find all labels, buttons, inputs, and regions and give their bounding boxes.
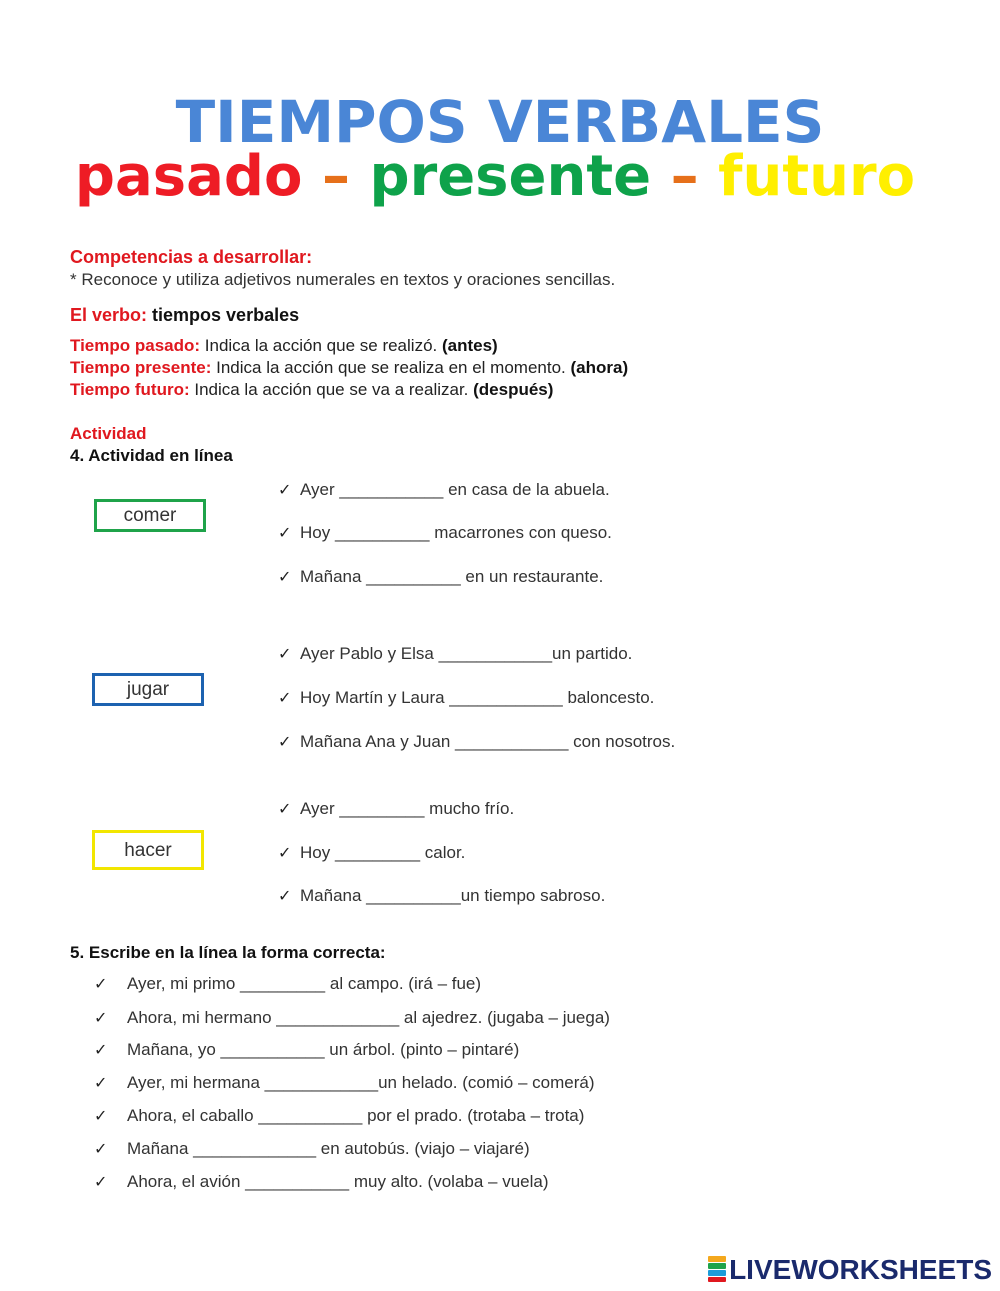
tiempo-pasado-line <box>70 336 498 356</box>
sentence-text: Mañana Ana y Juan ____________ con nosotros. <box>300 732 676 751</box>
sentence-text: Ayer Pablo y Elsa ____________un partido. <box>300 644 633 663</box>
competencias-heading: Competencias a desarrollar: <box>70 247 313 267</box>
check-icon: ✓ <box>278 646 292 663</box>
liveworksheets-logo-icon <box>708 1256 726 1282</box>
sentence-text: Mañana __________ en un restaurante. <box>300 567 604 586</box>
tiempo-futuro-label: Tiempo futuro: <box>70 380 190 399</box>
sentence-text: Ayer _________ mucho frío. <box>300 799 515 818</box>
verb-box-comer: comer <box>94 499 206 532</box>
actividad-subheading: 4. Actividad en línea <box>70 446 233 465</box>
exercise-text: Ahora, el caballo ___________ por el prado. (trotaba – trota) <box>127 1106 585 1125</box>
sentence-text: Mañana __________un tiempo sabroso. <box>300 886 606 905</box>
list-item <box>94 1040 519 1060</box>
tiempo-futuro-note: (después) <box>473 380 554 399</box>
list-item <box>278 886 605 906</box>
list-item <box>278 799 514 819</box>
check-icon: ✓ <box>278 888 292 905</box>
exercise-text: Mañana _____________ en autobús. (viajo – viajaré) <box>127 1139 530 1158</box>
check-icon: ✓ <box>94 1141 108 1158</box>
tiempo-futuro-text: Indica la acción que se va a realizar. <box>189 380 474 399</box>
section5-heading: 5. Escribe en la línea la forma correcta: <box>70 943 386 962</box>
tiempo-pasado-text: Indica la acción que se realizó. <box>200 336 442 355</box>
page-subtitle <box>0 144 990 209</box>
liveworksheets-logo[interactable] <box>708 1254 992 1286</box>
check-icon: ✓ <box>278 525 292 542</box>
list-item <box>94 1172 549 1192</box>
page-title: TIEMPOS VERBALES <box>175 88 825 156</box>
verbo-text: tiempos verbales <box>147 305 300 325</box>
sentence-text: Ayer ___________ en casa de la abuela. <box>300 480 610 499</box>
exercise-text: Mañana, yo ___________ un árbol. (pinto – pintaré) <box>127 1040 520 1059</box>
list-item <box>94 1008 610 1028</box>
verbo-line <box>70 305 299 326</box>
check-icon: ✓ <box>278 569 292 586</box>
check-icon: ✓ <box>278 845 292 862</box>
tiempo-presente-label: Tiempo presente: <box>70 358 212 377</box>
check-icon: ✓ <box>94 1042 108 1059</box>
exercise-text: Ahora, mi hermano _____________ al ajedrez. (jugaba – juega) <box>127 1008 610 1027</box>
subtitle-dash-2: – <box>651 144 719 209</box>
sentence-text: Hoy Martín y Laura ____________ baloncesto. <box>300 688 655 707</box>
subtitle-present: presente <box>369 144 652 209</box>
check-icon: ✓ <box>94 1174 108 1191</box>
check-icon: ✓ <box>278 734 292 751</box>
list-item <box>278 688 654 708</box>
tiempo-presente-line <box>70 358 628 378</box>
list-item <box>94 974 481 994</box>
tiempo-presente-text: Indica la acción que se realiza en el momento. <box>211 358 571 377</box>
list-item <box>278 567 603 587</box>
list-item <box>94 1073 594 1093</box>
subtitle-future: futuro <box>718 144 916 209</box>
tiempo-presente-note: (ahora) <box>570 358 629 377</box>
list-item <box>278 644 632 664</box>
exercise-text: Ayer, mi hermana ____________un helado. (comió – comerá) <box>127 1073 595 1092</box>
tiempo-pasado-note: (antes) <box>441 336 498 355</box>
list-item <box>94 1139 530 1159</box>
list-item <box>278 480 610 500</box>
subtitle-past: pasado <box>74 144 303 209</box>
list-item <box>278 523 612 543</box>
logo-text: LIVEWORKSHEETS <box>729 1254 992 1285</box>
tiempo-pasado-label: Tiempo pasado: <box>70 336 201 355</box>
actividad-heading: Actividad <box>70 424 147 443</box>
list-item <box>94 1106 584 1126</box>
exercise-text: Ayer, mi primo _________ al campo. (irá – fue) <box>127 974 482 993</box>
check-icon: ✓ <box>94 976 108 993</box>
list-item <box>278 732 675 752</box>
check-icon: ✓ <box>278 690 292 707</box>
tiempo-futuro-line <box>70 380 553 400</box>
check-icon: ✓ <box>94 1075 108 1092</box>
check-icon: ✓ <box>278 482 292 499</box>
check-icon: ✓ <box>94 1010 108 1027</box>
check-icon: ✓ <box>94 1108 108 1125</box>
verb-box-hacer: hacer <box>92 830 204 870</box>
verbo-label: El verbo: <box>70 305 148 325</box>
verb-box-jugar: jugar <box>92 673 204 706</box>
sentence-text: Hoy __________ macarrones con queso. <box>300 523 612 542</box>
sentence-text: Hoy _________ calor. <box>300 843 466 862</box>
check-icon: ✓ <box>278 801 292 818</box>
exercise-text: Ahora, el avión ___________ muy alto. (volaba – vuela) <box>127 1172 549 1191</box>
competencias-text: * Reconoce y utiliza adjetivos numerales en textos y oraciones sencillas. <box>70 270 616 289</box>
subtitle-dash-1: – <box>302 144 370 209</box>
list-item <box>278 843 465 863</box>
